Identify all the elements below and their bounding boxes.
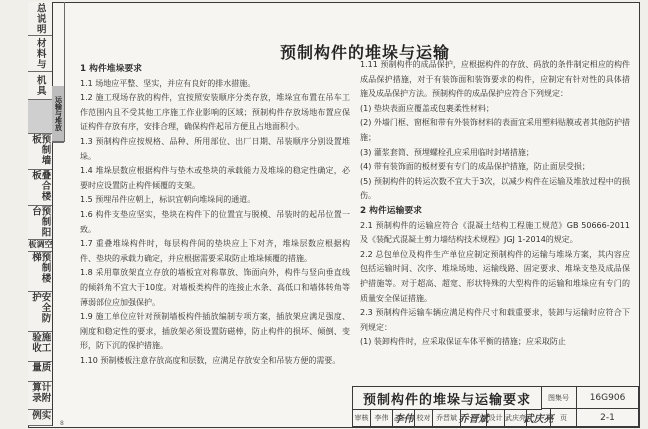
paragraph: 1.9 施工单位应针对预制墙板构件插放编制专项方案，插放架应满足强度、刚度和稳定性的要求，插放架必须设置防磁棒，防止构件的损坏、倾倒、变形，防下沉的保护措施。 [80,312,350,351]
paragraph: 2.3 预制构件运输车辆应满足构件尺寸和载重要求，装卸与运输时应符合下列规定： [360,308,630,332]
paragraph: 1.4 堆垛层数应根据构件与垫木或垫块的承载能力及堆垛的稳定性确定，必要时应设置防止构件倾覆的支架。 [80,166,350,190]
design-label: 设计 [487,409,505,427]
sidebar-tab-balcony[interactable]: 预制阳台 [28,206,52,240]
paragraph: 1.11 预制构件的成品保护，应根据构件的存放、码放的条件制定相应的构件成品保护措施，对于有装饰面和装饰要求的构件，应制定有针对性的具体措施及成品保护方法。预制构件的成品保护应符合下列规定： [360,60,630,99]
list-item: (1) 装卸构件时，应采取保证车体平衡的措施；应采取防止 [360,337,566,347]
sidebar-tab-machinery[interactable]: 机具 [28,72,52,100]
check-label: 校对 [415,409,433,427]
paragraph: 1.7 重叠堆垛构件时，每层构件间的垫块应上下对齐，堆垛层数应根据构件、垫块的承载力确定，并应根据需要采取防止堆垛倾覆的措施。 [80,239,350,263]
sidebar-tab-general[interactable]: 总说明 [28,2,52,36]
sidebar-tab-stairs[interactable]: 预制楼梯 [28,252,52,292]
sidebar-tab-acceptance[interactable]: 施工验收 [28,332,52,362]
title-block-title: 预制构件的堆垛与运输要求 [353,387,542,410]
list-item: (5) 预制构件的转运次数不宜大于3次，以减少构件在运输及堆放过程中的损伤。 [360,176,630,201]
paragraph: 1.10 预制楼板注意存放高度和层数，应满足存放安全和吊装方便的需要。 [80,355,341,365]
sidebar-tab-active-placeholder[interactable] [28,100,52,134]
designer-name: 武庆亮 [505,409,527,427]
paragraph: 1.2 施工现场存放的构件，宜按照安装顺序分类存放，堆垛宜布置在吊车工作范围内且不受其他工序施工作业影响的区域；预制构件存放场地布置应保证构件存放有序，安排合理，确保构件起吊方便且占地面积小。 [80,93,350,132]
left-text-column [80,62,350,368]
checker-signature: 乔晋斌 [461,409,487,427]
paragraph: 1.5 预埋吊件应朝上，标识宜朝向堆垛间的通道。 [80,195,256,205]
paragraph: 2.2 总包单位及构件生产单位应制定预制构件的运输与堆垛方案，其内容应包括运输时间、次序、堆垛场地、运输线路、固定要求、堆垛支垫及成品保护措施等。对于超高、超宽、形状特殊的大型构件的运输和堆垛应有专门的质量安全保证措施。 [360,249,630,303]
sidebar-tab-quality[interactable]: 质量 [28,362,52,382]
paragraph: 1.3 预制构件应按规格、品种、所用部位、出厂日期、吊装顺序分别设置堆垛。 [80,136,350,161]
section-heading: 1 构件堆垛要求 [80,64,142,74]
list-item: (3) 灌浆套筒、预埋螺栓孔应采用临时封堵措施； [360,147,534,157]
sidebar-tab-materials[interactable]: 材料与 [28,36,52,72]
sidebar-tab-calculation[interactable]: 计附算录 [28,382,52,410]
sidebar-tab-safety[interactable]: 安全防护 [28,292,52,332]
right-text-column [360,58,630,350]
sub-tab-prefab[interactable] [52,142,64,143]
paragraph: 1.1 场地应平整、坚实，并应有良好的排水措施。 [80,78,256,88]
checker-name: 乔晋斌 [433,409,461,427]
sidebar-tab-examples[interactable]: 实例 [28,410,52,426]
page-number: 2-1 [577,409,639,427]
page-title: 预制构件的堆垛与运输 [280,43,451,62]
sub-tab-transport-stacking[interactable]: 运输与堆放 [52,86,64,142]
list-item: (2) 外墙门框、窗框和带有外装饰材料的表面宜采用塑料贴膜或者其他防护措施； [360,118,630,142]
section-heading: 2 构件运输要求 [360,205,422,216]
reviewer-signature: 李伟 [393,409,415,427]
title-block [352,386,639,427]
review-label: 审核 [353,409,371,427]
list-item: (4) 带有装饰面的板材要有专门的成品保护措施，防止面层受损； [360,162,590,172]
sub-chapter-column [52,2,65,142]
paragraph: 1.6 构件支垫应坚实，垫块在构件下的位置宜与脱模、吊装时的起吊位置一致。 [80,209,350,234]
designer-signature: 武庆亮 [527,409,551,427]
sidebar-tab-ac-board[interactable]: 空调板 [28,240,52,252]
sidebar-tab-composite-slabs[interactable]: 叠合楼板 [28,170,52,206]
sidebar-tab-wall-panels[interactable]: 预制墙板 [28,134,52,170]
atlas-number: 16G906 [577,387,639,409]
paragraph: 2.1 预制构件的运输应符合《混凝土结构工程施工规范》GB 50666-2011及《装配式混凝土剪力墙结构技术规程》JGJ 1-2014的规定。 [360,220,630,245]
reviewer-name: 李伟 [371,409,393,427]
page-label: 页 [551,409,577,427]
chapter-sidebar [28,2,53,426]
list-item: (1) 垫块表面应覆盖或包裹柔性材料； [360,103,494,113]
corner-mark: 8 [60,420,64,427]
paragraph: 1.8 采用靠放架直立存放的墙板宜对称靠放、饰面向外，构件与竖向垂直线的倾斜角不宜大于10度。对墙板类构件的连接止水条、高低口和墙体转角等薄弱部位应加强保护。 [80,268,350,307]
atlas-number-label: 图集号 [541,387,577,409]
